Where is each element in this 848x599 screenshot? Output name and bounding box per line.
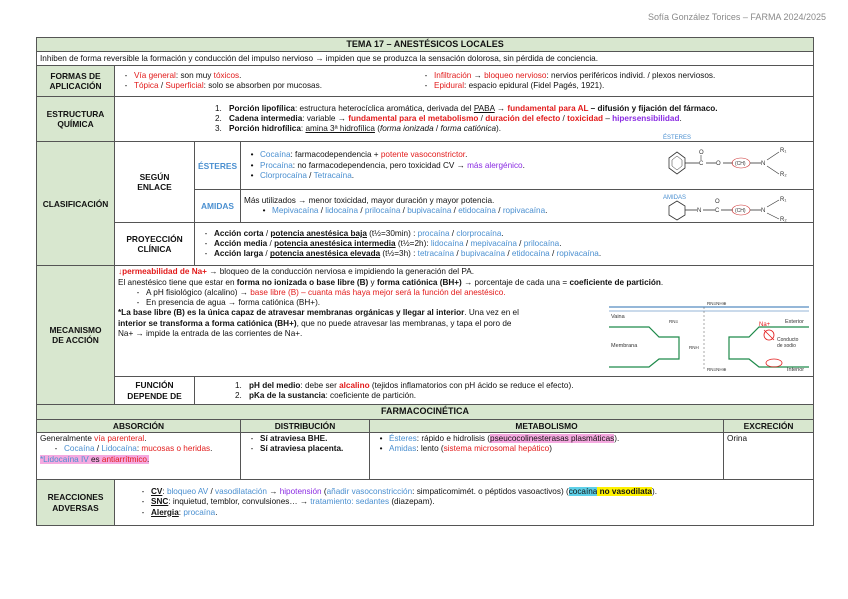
- reaccion-item: - Alergia: procaína.: [141, 507, 218, 517]
- absorcion-header: ABSORCIÓN: [37, 419, 241, 433]
- svg-text:N: N: [761, 208, 766, 215]
- svg-text:O: O: [699, 150, 704, 157]
- funcion-content: [195, 377, 814, 405]
- summary-table: [36, 37, 814, 526]
- distribucion-header: DISTRIBUCIÓN: [241, 419, 370, 433]
- clasificacion-label: CLASIFICACIÓN: [37, 142, 115, 266]
- page-title: TEMA 17 – ANESTÉSICOS LOCALES: [37, 38, 814, 52]
- proyeccion-item: - Acción corta / potencia anestésica baja (t½=30min) : procaína / clorprocaína.: [204, 228, 504, 238]
- excrecion-content: Orina: [724, 433, 814, 480]
- conducto-label-2: de sodio: [777, 343, 797, 350]
- formas-item: - Tópica / Superficial: solo se absorben por mucosas.: [124, 81, 322, 91]
- svg-text:O: O: [716, 161, 721, 168]
- mecanismo-line: El anestésico tiene que estar en forma no ionizada o base libre (B) y forma catiónica (BH+) → porcentaje de cada una = coeficiente de partición.: [118, 277, 664, 287]
- metabolismo-header: METABOLISMO: [370, 419, 724, 433]
- rnh-top-label: RN≡NH⊕: [707, 301, 727, 307]
- svg-text:R₂: R₂: [780, 172, 787, 179]
- ester-item: • Procaína: no farmacodependencia, pero toxicidad CV → más alergénico.: [250, 160, 525, 170]
- farmacocinetica-title: FARMACOCINÉTICA: [37, 405, 814, 419]
- ester-item: • Cocaína: farmacodependencia + potente vasoconstrictor.: [250, 150, 468, 160]
- segun-enlace-label: SEGÚN ENLACE: [115, 142, 195, 223]
- metabolismo-content: [370, 433, 724, 480]
- rnh-bottom-label: RN≡NH⊕: [707, 367, 727, 373]
- amidas-content: [241, 190, 814, 223]
- estructura-item: 1. Porción lipofílica: estructura heterocíclica aromática, derivada del PABA → fundamental para AL – difusión y fijación del fármaco.: [215, 103, 718, 113]
- svg-text:N: N: [761, 161, 766, 168]
- mecanismo-line: - A pH fisiológico (alcalino) → base libre (B) – cuanta más haya mejor será la función del anestésico.: [136, 287, 506, 297]
- amidas-note: Más utilizados → menor toxicidad, mayor duración y mayor potencia.: [244, 196, 495, 205]
- mecanismo-label: MECANISMO DE ACCIÓN: [37, 266, 115, 405]
- amidas-label: AMIDAS: [195, 190, 241, 223]
- sodium-channel-diagram: [609, 301, 809, 373]
- estructura-label: ESTRUCTURA QUÍMICA: [37, 97, 115, 142]
- esteres-content: [241, 135, 814, 190]
- funcion-item: 1. pH del medio: debe ser alcalino (tejidos inflamatorios con pH ácido se reduce el efecto).: [235, 380, 574, 390]
- mecanismo-line: ↓permeabilidad de Na+ → bloqueo de la conducción nerviosa e impidiendo la generación del PA.: [118, 267, 474, 277]
- reacciones-label: REACCIONES ADVERSAS: [37, 480, 115, 526]
- absorcion-content: [37, 433, 241, 480]
- formas-item: - Epidural: espacio epidural (Fidel Pagés, 1921).: [424, 81, 605, 91]
- rn-label: RN≡: [669, 319, 679, 325]
- proyeccion-content: [195, 223, 814, 266]
- interior-label: Interior: [787, 367, 805, 374]
- proyeccion-item: - Acción larga / potencia anestésica elevada (t½=3h) : tetracaína / bupivacaína / etidocaína / ropivacaína.: [204, 249, 602, 259]
- formas-item: - Infiltración → bloqueo nervioso: nervios periféricos individ. / plexos nerviosos.: [424, 71, 716, 80]
- svg-text:N: N: [697, 208, 702, 215]
- reacciones-content: [115, 480, 814, 526]
- metabolismo-item: • Amidas: lento (sistema microsomal hepático): [379, 444, 552, 454]
- mecanismo-line: Na+ → impide la entrada de las corrientes de Na+.: [118, 328, 303, 338]
- svg-text:C: C: [699, 161, 704, 168]
- absorcion-line: Generalmente vía parenteral.: [40, 434, 147, 443]
- distribucion-content: [241, 433, 370, 480]
- metabolismo-item: • Ésteres: rápido e hidrolisis (pseucocolinesterasas plasmáticas).: [379, 434, 620, 443]
- formas-item: - Vía general: son muy tóxicos.: [124, 71, 242, 80]
- amida-list: • Mepivacaína / lidocaína / prilocaína / bupivacaína / etidocaína / ropivacaína.: [262, 206, 548, 216]
- funcion-item: 2. pKa de la sustancia: coeficiente de partición.: [235, 390, 417, 400]
- svg-text:O: O: [715, 199, 720, 206]
- distribucion-item: - Sí atraviesa placenta.: [250, 444, 344, 454]
- ester-diagram-label: ÉSTERES: [663, 135, 692, 142]
- page-header: Sofía González Torices – FARMA 2024/2025: [648, 12, 826, 22]
- na-label: Na+: [759, 322, 771, 329]
- mecanismo-line: - En presencia de agua → forma catiónica (BH+).: [136, 298, 321, 307]
- mecanismo-line: interior se transforma a forma catiónica (BH+), que no puede atravesar las membranas, y tapa el poro de: [118, 318, 512, 328]
- exterior-label: Exterior: [785, 319, 805, 326]
- reaccion-item: - CV: bloqueo AV / vasodilatación → hipotensión (añadir vasoconstricción: simpaticomimét. o péptidos vasoactivos) (cocaína no vasodilata).: [141, 487, 657, 497]
- svg-text:(CH): (CH): [735, 208, 746, 215]
- excrecion-header: EXCRECIÓN: [724, 419, 814, 433]
- membrana-label: Membrana: [611, 343, 638, 350]
- svg-text:R₂: R₂: [780, 217, 787, 223]
- intro-text: Inhiben de forma reversible la formación y conducción del impulso nervioso → impiden que se produzca la sensación dolorosa, sin pérdida de conciencia.: [37, 52, 814, 66]
- formas-content: [115, 66, 814, 97]
- amide-structure-diagram: [661, 192, 811, 222]
- formas-label: FORMAS DE APLICACIÓN: [37, 66, 115, 97]
- proyeccion-item: - Acción media / potencia anestésica intermedia (t½=2h): lidocaína / mepivacaína / prilocaína.: [204, 239, 562, 249]
- vaina-label: Vaina: [611, 314, 625, 321]
- esteres-label: ÉSTERES: [195, 142, 241, 190]
- mecanismo-line: *La base libre (B) es la única capaz de atravesar membranas orgánicas y llegar al interior. Una vez en el: [118, 308, 519, 318]
- estructura-item: 2. Cadena intermedia: variable → fundamental para el metabolismo / duración del efecto / toxicidad – hipersensibilidad.: [215, 114, 682, 124]
- absorcion-line: - Cocaína / Lidocaína: mucosas o heridas.: [54, 444, 213, 454]
- amide-diagram-label: AMIDAS: [663, 195, 687, 202]
- rnh-label: RNH: [689, 345, 699, 351]
- distribucion-item: - Sí atraviesa BHE.: [250, 434, 328, 443]
- svg-text:C: C: [715, 208, 720, 215]
- ester-item: • Clorprocaína / Tetracaína.: [250, 170, 355, 180]
- conducto-label: Conducto: [777, 337, 799, 344]
- absorcion-line: *Lidocaína IV es antiarrítmico.: [40, 454, 150, 464]
- mecanismo-content: [115, 266, 814, 377]
- reaccion-item: - SNC: inquietud, temblor, convulsiones… → tratamiento: sedantes (diazepam).: [141, 497, 435, 507]
- proyeccion-label: PROYECCIÓN CLÍNICA: [115, 223, 195, 266]
- funcion-label: FUNCIÓN DEPENDE DE: [115, 377, 195, 405]
- svg-text:R₁: R₁: [780, 148, 787, 155]
- estructura-item: 3. Porción hidrofílica: amina 3ª hidrofílica (forma ionizada / forma catiónica).: [215, 124, 502, 134]
- svg-text:R₁: R₁: [780, 197, 787, 204]
- svg-text:(CH): (CH): [735, 161, 746, 168]
- ester-structure-diagram: [661, 130, 811, 180]
